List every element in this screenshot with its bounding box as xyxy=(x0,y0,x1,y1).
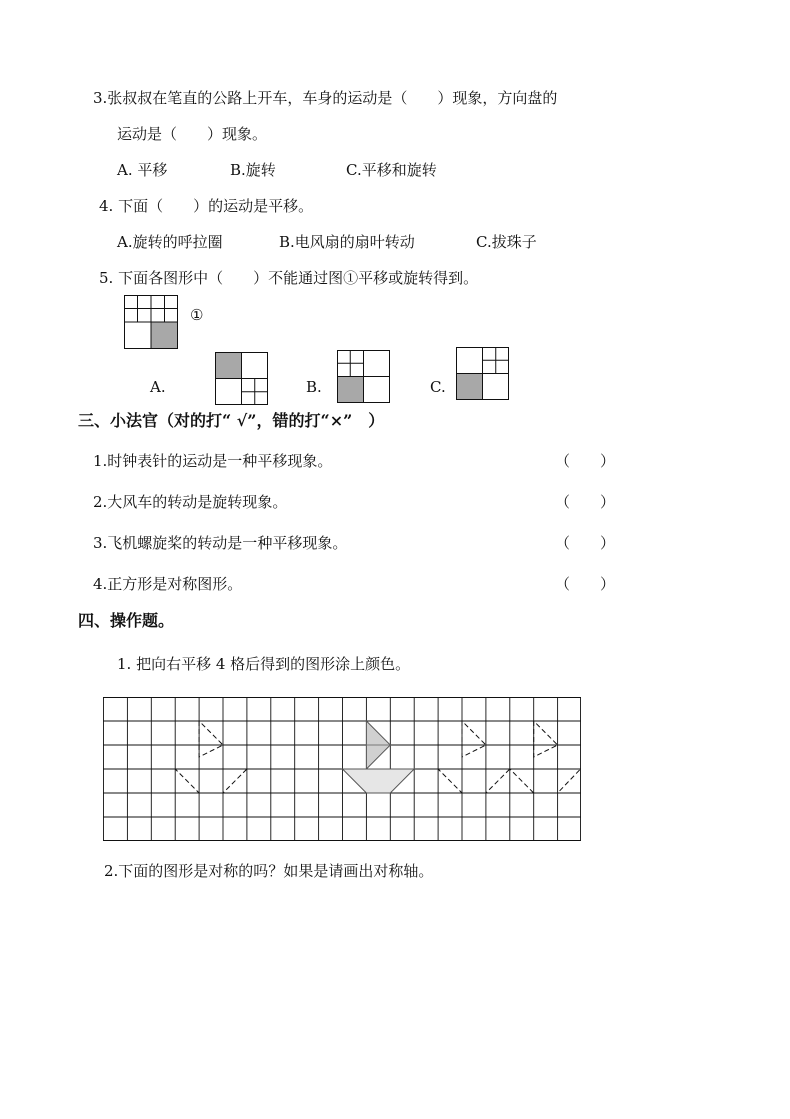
s3-item-3-answer[interactable]: （ ） xyxy=(555,534,616,552)
section4-title: 四、操作题。 xyxy=(78,611,175,630)
s4-q1: 1. 把向右平移 4 格后得到的图形涂上颜色。 xyxy=(117,655,411,673)
q5-option-a: A. xyxy=(150,378,166,396)
q5-text: 5. 下面各图形中（ ）不能通过图①平移或旋转得到。 xyxy=(99,269,479,287)
s3-item-3: 3.飞机螺旋桨的转动是一种平移现象。 xyxy=(93,534,348,552)
q5-option-a-figure xyxy=(215,352,268,405)
fig1-shaded-cell xyxy=(151,322,178,349)
figa-shaded-cell xyxy=(215,352,242,379)
s3-item-2: 2.大风车的转动是旋转现象。 xyxy=(93,493,288,511)
section3-title: 三、小法官（对的打“ √”，错的打“×” ） xyxy=(78,411,385,430)
s3-item-1-answer[interactable]: （ ） xyxy=(555,452,616,470)
q3-option-a: A. 平移 xyxy=(117,161,168,179)
q4-text: 4. 下面（ ）的运动是平移。 xyxy=(99,197,314,215)
q4-option-b: B.电风扇的扇叶转动 xyxy=(279,233,415,251)
translation-grid[interactable] xyxy=(103,697,581,841)
s3-item-4: 4.正方形是对称图形。 xyxy=(93,575,243,593)
q5-option-b-figure xyxy=(337,350,390,403)
figb-shaded-cell xyxy=(337,377,364,404)
figc-shaded-cell xyxy=(456,374,483,401)
q5-option-b: B. xyxy=(306,378,322,396)
q3-option-b: B.旋转 xyxy=(230,161,276,179)
original-boat xyxy=(343,721,415,793)
dashed-boat-3 xyxy=(510,721,581,793)
s3-item-2-answer[interactable]: （ ） xyxy=(555,493,616,511)
dashed-boat-1 xyxy=(175,721,247,793)
q3-line2: 运动是（ ）现象。 xyxy=(117,125,268,143)
q4-option-c: C.拔珠子 xyxy=(476,233,537,251)
q4-option-a: A.旋转的呼拉圈 xyxy=(117,233,223,251)
q5-figure-label: ① xyxy=(190,306,204,324)
q3-line1: 3.张叔叔在笔直的公路上开车，车身的运动是（ ）现象，方向盘的 xyxy=(93,89,558,107)
s3-item-1: 1.时钟表针的运动是一种平移现象。 xyxy=(93,452,333,470)
s4-q2: 2.下面的图形是对称的吗？如果是请画出对称轴。 xyxy=(104,862,434,880)
q5-option-c: C. xyxy=(430,378,446,396)
dashed-boat-2 xyxy=(438,721,510,793)
q5-option-c-figure xyxy=(456,347,509,400)
q3-option-c: C.平移和旋转 xyxy=(346,161,437,179)
q5-figure-1 xyxy=(124,295,178,349)
s3-item-4-answer[interactable]: （ ） xyxy=(555,575,616,593)
